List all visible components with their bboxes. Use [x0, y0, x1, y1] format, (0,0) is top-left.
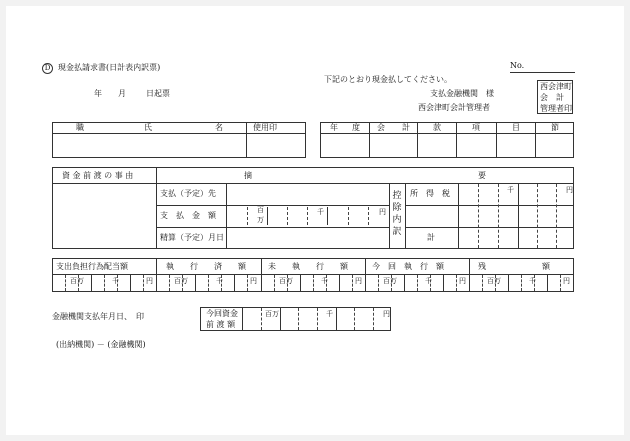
date-origin: 日起票 [146, 89, 170, 98]
digit-sep [368, 207, 369, 225]
summary-label-2: 要 [478, 171, 486, 180]
digit-sep [307, 207, 308, 225]
staff-col-stamp: 使用印 [253, 123, 277, 132]
seal-line-1: 西会津町 [540, 82, 572, 91]
digit-sep [348, 207, 349, 225]
reason-divider [156, 167, 157, 249]
budget-unit-hyakuman: 百万 [279, 277, 293, 285]
advance-unit-sen: 千 [326, 310, 333, 318]
deduct-divider [389, 183, 390, 249]
advance-label-1: 今回資金 [206, 309, 238, 318]
budget-unit-hyakuman: 百万 [383, 277, 397, 285]
budget-unit-sen: 千 [216, 277, 223, 285]
account-col-kou: 項 [472, 123, 480, 132]
payee-label: 支払（予定）先 [160, 189, 216, 198]
seal-line-2: 会 計 [540, 93, 564, 102]
budget-unit-en: 円 [355, 277, 362, 285]
advance-label-2: 前 渡 額 [206, 320, 236, 329]
tax-unit-sen: 千 [507, 186, 514, 194]
income-tax-field[interactable] [459, 196, 573, 205]
budget-unit-hyakuman: 百万 [70, 277, 84, 285]
budget-amount-field-2[interactable] [157, 275, 259, 291]
budget-col-this-time: 今 回 執 行 額 [372, 262, 444, 271]
number-label: No. [510, 61, 525, 70]
digit-sep [267, 207, 268, 225]
instruction-text: 下記のとおり現金払してください。 [324, 75, 452, 84]
staff-col-position: 職 [76, 123, 84, 132]
budget-unit-sen: 千 [529, 277, 536, 285]
deduct-label: 控除内訳 [392, 191, 402, 237]
date-year: 年 [94, 89, 102, 98]
account-fields[interactable] [321, 134, 573, 157]
unit-hyaku: 百 [257, 206, 264, 214]
number-underline [510, 72, 575, 73]
budget-amount-field-3[interactable] [262, 275, 364, 291]
payee-field[interactable] [227, 184, 388, 204]
unit-sen: 千 [317, 208, 324, 216]
budget-col-allotment: 支出負担行為配当額 [56, 262, 128, 271]
reason-label: 資 金 前 渡 の 事 由 [62, 171, 134, 180]
issuer-note: (出納機関) － (金融機関) [56, 340, 146, 349]
digit-sep [327, 207, 328, 225]
staff-col-surname: 氏 [144, 123, 152, 132]
digit-sep [247, 207, 248, 225]
budget-amount-field-5[interactable] [470, 275, 572, 291]
deduct-total-field[interactable] [459, 228, 573, 248]
budget-unit-en: 円 [250, 277, 257, 285]
income-tax-label: 所 得 税 [410, 189, 450, 198]
advance-unit-en: 円 [383, 310, 390, 318]
budget-col-balance: 残 額 [478, 262, 550, 271]
staff-col-name: 名 [215, 123, 223, 132]
account-col-account-2: 計 [402, 123, 410, 132]
form-title: 現金払請求書(日計表内訳票) [58, 63, 161, 72]
settle-date-field[interactable] [227, 228, 388, 248]
budget-amount-field-4[interactable] [366, 275, 468, 291]
form-sheet [6, 6, 624, 435]
summary-label: 摘 [244, 171, 252, 180]
account-col-year-1: 年 [330, 123, 338, 132]
staff-stamp-field[interactable] [247, 134, 305, 157]
budget-col-unexecuted: 未 執 行 額 [268, 262, 348, 271]
budget-amount-field-1[interactable] [53, 275, 155, 291]
budget-unit-en: 円 [146, 277, 153, 285]
budget-unit-sen: 千 [112, 277, 119, 285]
amount-label: 支 払 金 額 [160, 211, 216, 220]
tax-line [405, 205, 574, 206]
seal-line-3: 管理者印 [540, 104, 572, 113]
budget-unit-en: 円 [563, 277, 570, 285]
tax-unit-en: 円 [566, 186, 573, 194]
manager-name: 西会津町会計管理者 [418, 103, 490, 112]
budget-unit-hyakuman: 百万 [174, 277, 188, 285]
digit-sep [287, 207, 288, 225]
unit-man: 万 [257, 216, 264, 224]
total-label: 計 [427, 233, 435, 242]
manager-seal [537, 80, 573, 114]
bank-addressee: 支払金融機関 様 [430, 89, 494, 98]
advance-unit-hyakuman: 百万 [265, 310, 279, 318]
bank-payment-date: 金融機関支払年月日、 印 [52, 312, 144, 321]
account-col-kan: 款 [433, 123, 441, 132]
settle-label: 精算（予定）月日 [160, 233, 224, 242]
date-month: 月 [118, 89, 126, 98]
reason-field[interactable] [53, 184, 155, 248]
unit-en: 円 [379, 208, 386, 216]
account-col-setsu: 節 [551, 123, 559, 132]
advance-amount-field[interactable] [243, 308, 390, 330]
budget-unit-hyakuman: 百万 [487, 277, 501, 285]
budget-unit-sen: 千 [425, 277, 432, 285]
form-code-mark: D [42, 63, 53, 74]
staff-name-field[interactable] [53, 134, 245, 157]
account-col-moku: 目 [512, 123, 520, 132]
account-col-year-2: 度 [352, 123, 360, 132]
deduct-label-divider [405, 183, 406, 249]
budget-unit-sen: 千 [321, 277, 328, 285]
budget-col-executed: 執 行 済 額 [166, 262, 246, 271]
budget-unit-en: 円 [459, 277, 466, 285]
account-col-account-1: 会 [377, 123, 385, 132]
